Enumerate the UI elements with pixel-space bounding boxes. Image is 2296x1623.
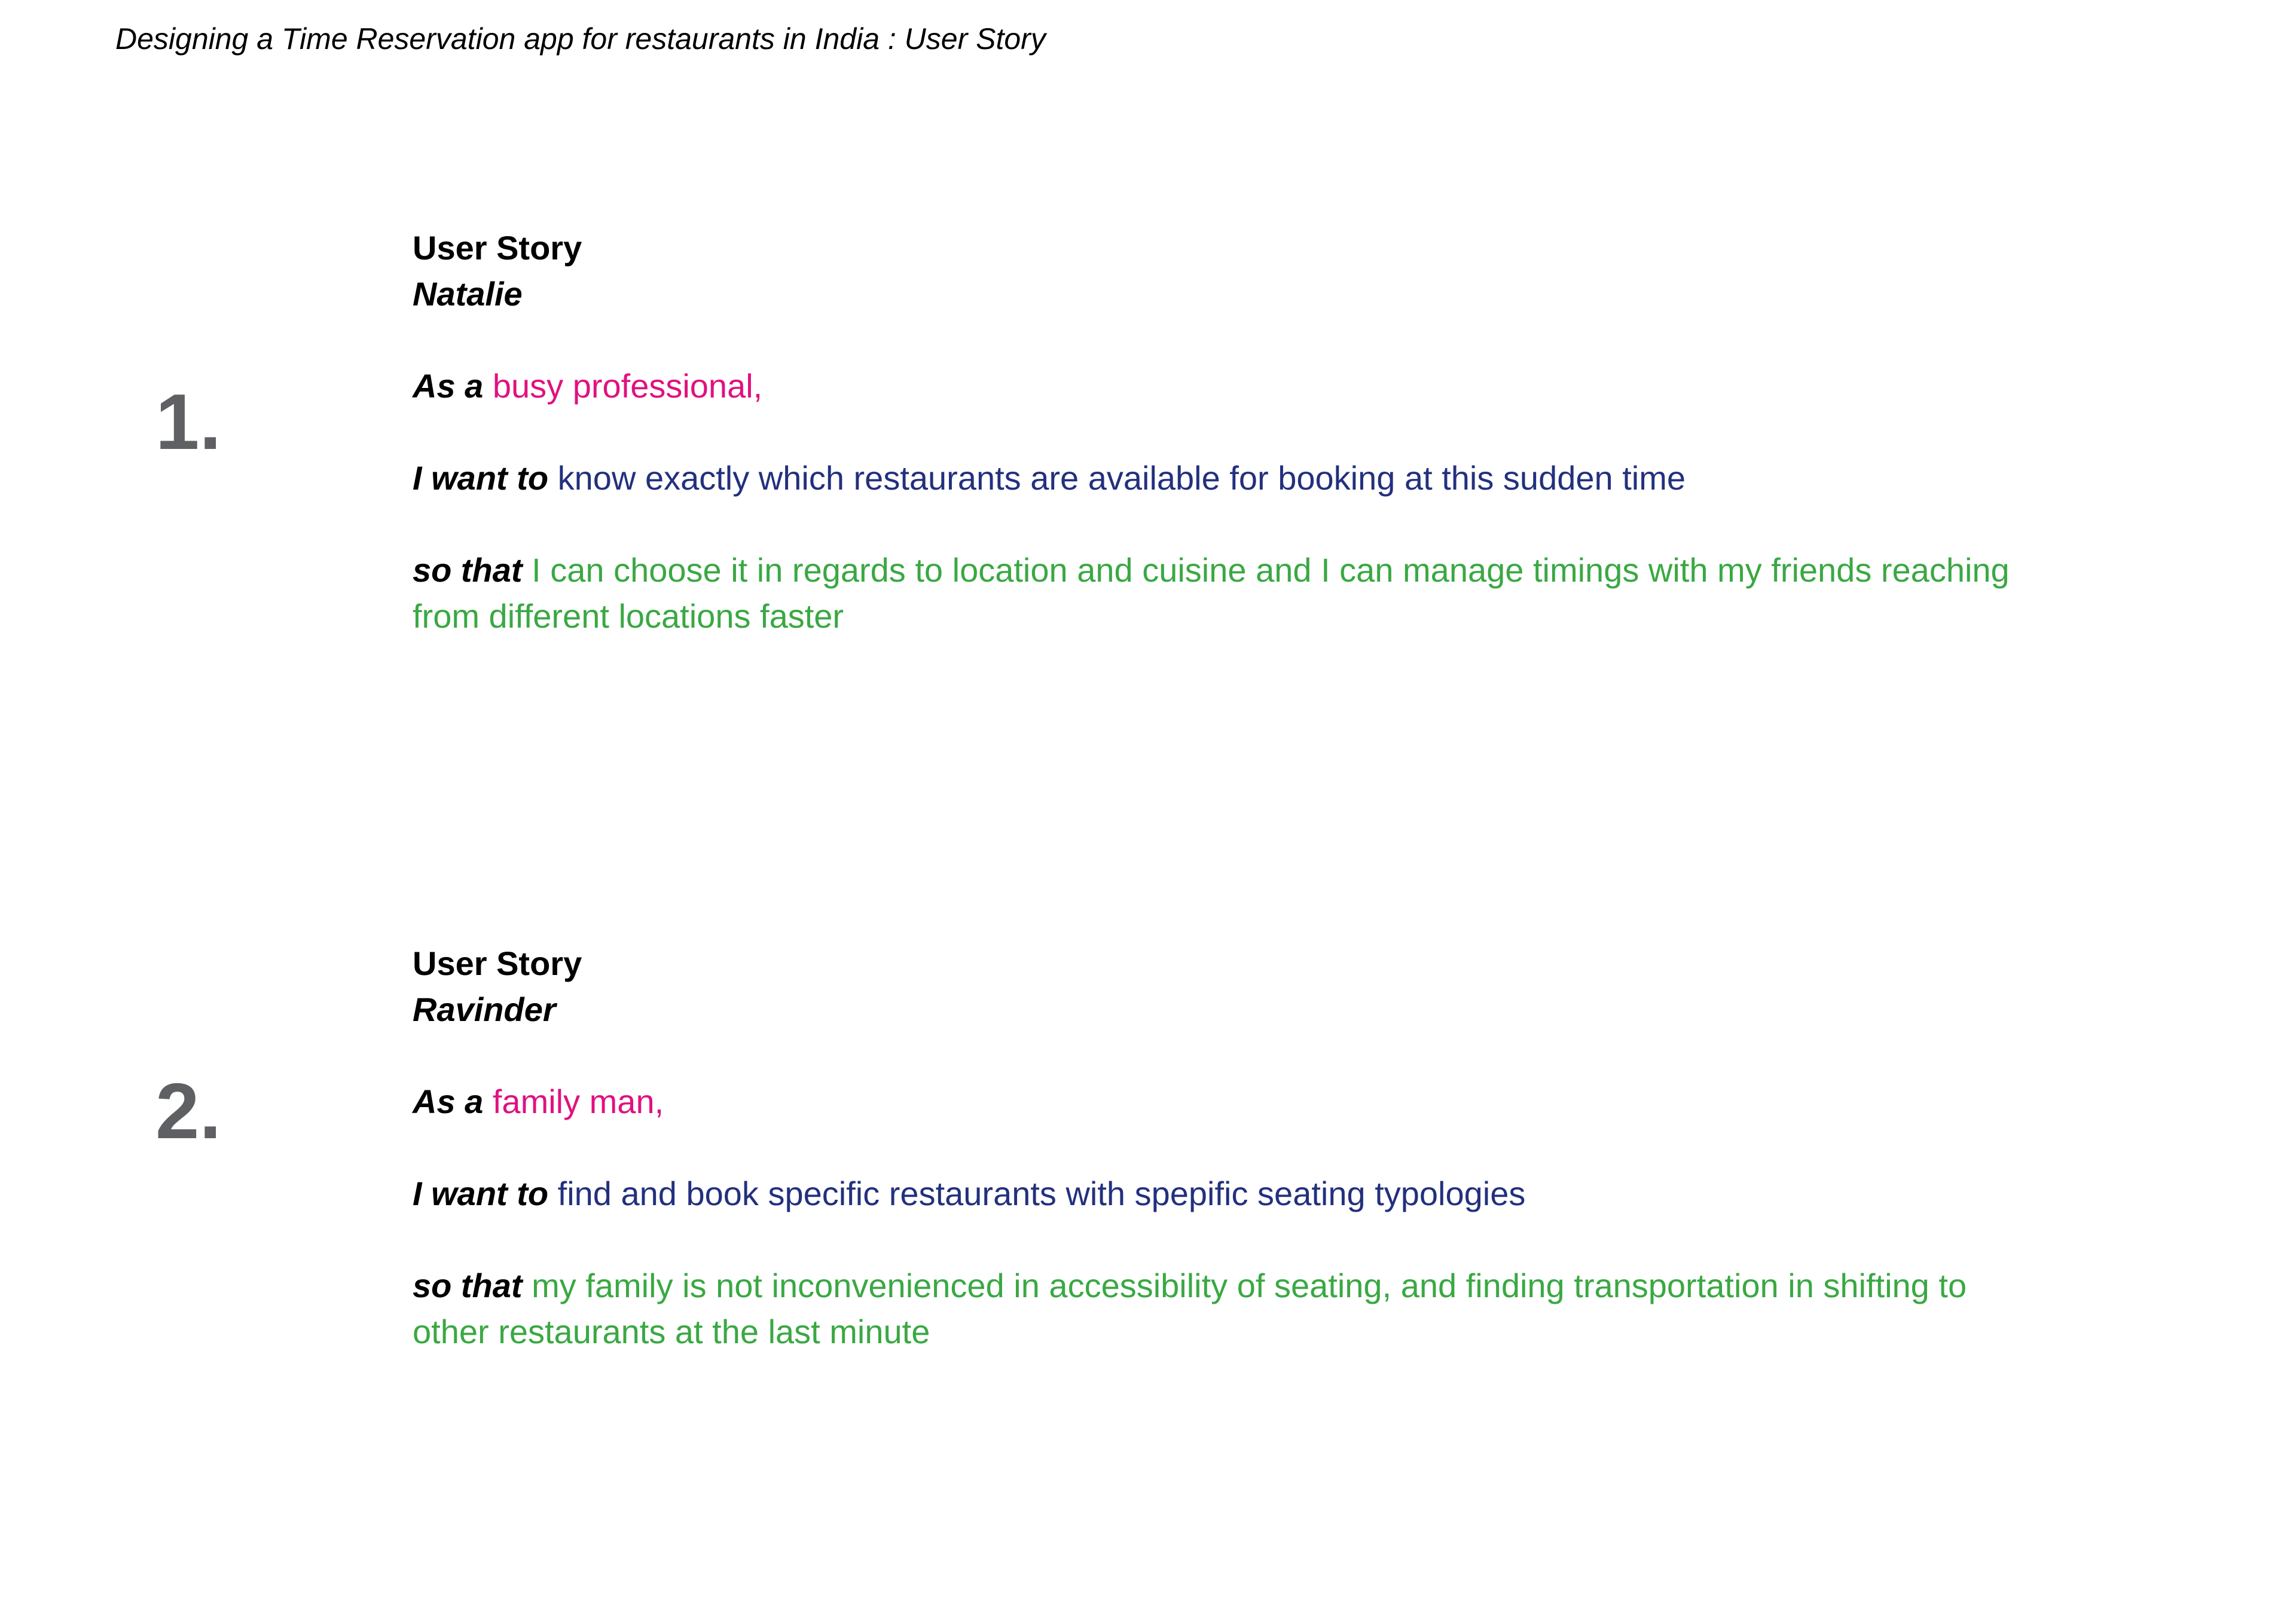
story-persona: Ravinder — [413, 991, 556, 1028]
story-benefit: I can choose it in regards to location and cuisine and I can manage timings with my friends reaching from different locations faster — [413, 551, 2010, 635]
story-heading: User Story — [413, 945, 582, 982]
story-role: family man, — [492, 1083, 664, 1120]
user-story-2 — [413, 940, 2027, 1355]
as-a-label: As a — [413, 367, 484, 405]
story-role-line — [413, 363, 2027, 409]
story-benefit: my family is not inconvenienced in accessibility of seating, and finding transportation in shifting to other restaurants at the last minute — [413, 1267, 1967, 1350]
user-story-1 — [413, 225, 2027, 639]
story-number-2: 2. — [155, 1067, 222, 1155]
story-benefit-line — [413, 1263, 2027, 1355]
story-heading: User Story — [413, 229, 582, 267]
story-want: find and book specific restaurants with spepific seating typologies — [557, 1175, 1526, 1212]
story-want: know exactly which restaurants are available for booking at this sudden time — [557, 459, 1686, 497]
story-role-line — [413, 1078, 2027, 1124]
i-want-to-label: I want to — [413, 459, 549, 497]
story-number-1: 1. — [155, 378, 222, 466]
story-persona: Natalie — [413, 275, 523, 313]
i-want-to-label: I want to — [413, 1175, 549, 1212]
so-that-label: so that — [413, 551, 523, 589]
document-title: Designing a Time Reservation app for restaurants in India : User Story — [115, 22, 1046, 56]
story-want-line — [413, 455, 2027, 501]
story-benefit-line — [413, 547, 2027, 639]
so-that-label: so that — [413, 1267, 523, 1304]
as-a-label: As a — [413, 1083, 484, 1120]
story-role: busy professional, — [492, 367, 763, 405]
story-want-line — [413, 1170, 2027, 1217]
